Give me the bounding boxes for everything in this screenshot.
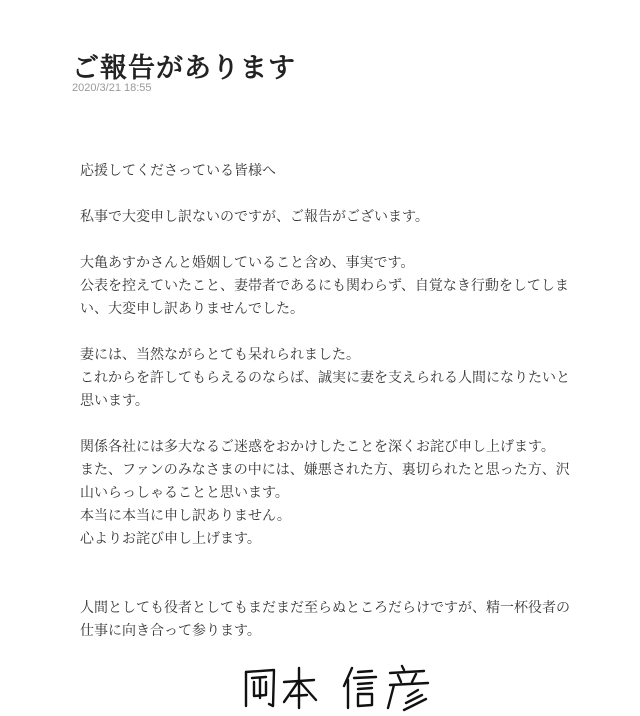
paragraph-closing — [80, 597, 620, 643]
text-line: 本当に本当に申し訳ありません。 — [80, 508, 291, 524]
text-line: 山いらっしゃることと思います。 — [80, 485, 289, 501]
text-line: 応援してくださっている皆様へ — [80, 163, 276, 179]
paragraph-marriage — [80, 252, 620, 321]
post-body — [80, 160, 620, 666]
text-line: 妻には、当然ながらとても呆れられました。 — [80, 347, 360, 363]
text-line: また、ファンのみなさまの中には、嫌悪された方、裏切られたと思った方、沢 — [80, 462, 570, 478]
post-title: ご報告があります — [72, 53, 296, 85]
text-line: 私事で大変申し訳ないのですが、ご報告がございます。 — [80, 209, 429, 225]
paragraph-apology-intro — [80, 206, 620, 229]
paragraph-greeting — [80, 160, 620, 183]
post-date: 2020/3/21 18:55 — [72, 82, 152, 94]
text-line: これからを許してもらえるのならば、誠実に妻を支えられる人間になりたいと — [80, 370, 570, 386]
handwritten-signature — [240, 660, 440, 712]
text-line: 仕事に向き合って参ります。 — [80, 623, 261, 639]
text-line: 大亀あすかさんと婚姻していること含め、事実です。 — [80, 255, 415, 271]
paragraph-wife — [80, 344, 620, 413]
text-line: 心よりお詫び申し上げます。 — [80, 531, 261, 547]
text-line: 公表を控えていたこと、妻帯者であるにも関わらず、自覚なき行動をしてしま — [80, 278, 569, 294]
text-line: 人間としても役者としてもまだまだ至らぬところだらけですが、精一杯役者の — [80, 600, 570, 616]
text-line: い、大変申し訳ありませんでした。 — [80, 301, 304, 317]
signature-image — [240, 660, 440, 712]
text-line: 関係各社には多大なるご迷惑をおかけしたことを深くお詫び申し上げます。 — [80, 439, 555, 455]
text-line: 思います。 — [80, 393, 149, 409]
paragraph-apology-companies — [80, 436, 620, 551]
